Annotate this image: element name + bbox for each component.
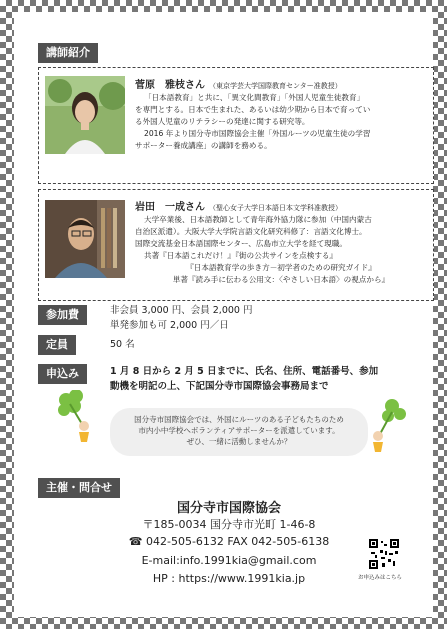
phone-icon: ☎ xyxy=(128,535,143,548)
organizer-email[interactable]: E-mail:info.1991kia@gmail.com xyxy=(141,554,317,567)
clover-child-illustration-left xyxy=(52,390,102,446)
organizer-name: 国分寺市国際協会 xyxy=(176,501,281,516)
organizer-phone: ☎ 042-505-6132 FAX 042-505-6138 xyxy=(128,535,330,548)
capacity-value: 50 名 xyxy=(110,339,135,350)
lecturer-1-name: 菅原 雅枝さん （東京学芸大学国際教育センター准教授） xyxy=(135,80,342,91)
lecturer-profile-2 xyxy=(38,189,434,301)
lecturer-2-name: 岩田 一成さん （聖心女子大学日本語日本文学科准教授） xyxy=(135,202,342,213)
clover-child-illustration-right xyxy=(364,396,408,456)
qr-code[interactable] xyxy=(369,539,399,569)
capacity-section-label: 定員 xyxy=(38,335,76,355)
organizer-section-label: 主催・問合せ xyxy=(38,478,120,498)
organizer-website[interactable]: HP : https://www.1991kia.jp xyxy=(152,572,306,585)
lecturer-2-photo xyxy=(45,200,125,278)
apply-section-label: 申込み xyxy=(38,364,87,384)
lecturer-profile-1 xyxy=(38,67,434,184)
fee-text: 非会員 3,000 円、会員 2,000 円 単発参加も可 2,000 円／日 xyxy=(110,305,253,331)
qr-caption: お申込みはこちら xyxy=(358,575,403,581)
apply-text: 1 月 8 日から 2 月 5 日までに、氏名、住所、電話番号、参加 動機を明記の上、下記国分寺市国際協会事務局まで xyxy=(110,366,379,392)
lecturer-1-bio: 「日本語教育」と共に、「異文化間教育」「外国人児童生徒教育」 を専門とする。日本で生まれた、あるいは幼少期から日本で育ってい る外国人児童のリテラシーの発達に関する研究等。 2016 年より国分寺市国際協会主催「外国ルーツの児童生徒の学習 サポーター養成講座」の講師を務める。 xyxy=(135,93,371,150)
lecturer-1-photo xyxy=(45,76,125,154)
fee-section-label: 参加費 xyxy=(38,305,87,325)
organizer-address: 〒185-0034 国分寺市光町 1-46-8 xyxy=(142,518,316,531)
volunteer-notice-bubble: 国分寺市国際協会では、外国にルーツのある子どもたちのため 市内小中学校へボランティアサポーターを派遣しています。 ぜひ、一緒に活動しませんか？ xyxy=(110,408,368,456)
lecturer-2-bio: 大学卒業後、日本語教師として青年海外協力隊に参加（中国内蒙古 自治区派遣）。大阪大学大学院言語文化研究科修了：言語文化博士。 国際交流基金日本語国際センター、広島市立大学を経て現職。 共著『日本語これだけ！』『街の公共サインを点検する』 『日本語教育学の歩き方－初学者のための研究ガイド』 単著『読み手に伝わる公用文：〈やさしい日本語〉の視点から』 xyxy=(135,215,390,284)
flyer-sheet xyxy=(14,12,433,617)
lecturers-section-label: 講師紹介 xyxy=(38,43,98,63)
